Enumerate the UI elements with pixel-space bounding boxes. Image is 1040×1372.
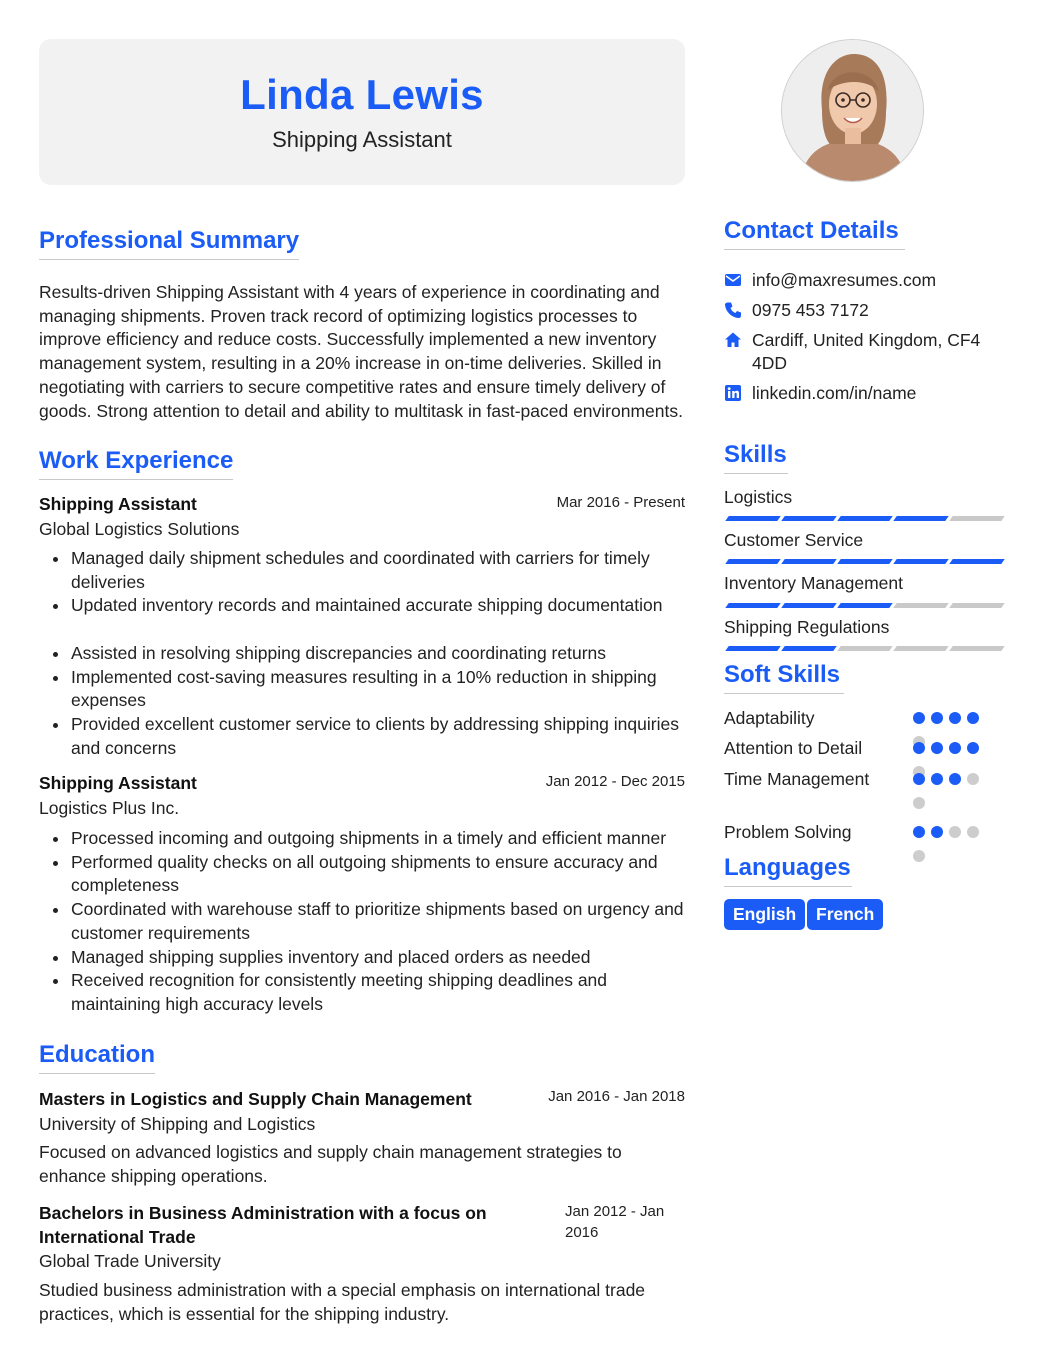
degree-title: Masters in Logistics and Supply Chain Management: [39, 1089, 472, 1109]
avatar-illustration: [782, 40, 924, 182]
phone-text: 0975 453 7172: [752, 300, 869, 320]
soft-skill-name: Attention to Detail: [724, 738, 863, 758]
skill-level-segment: [781, 603, 837, 608]
rating-dot: [967, 826, 979, 838]
list-item: Coordinated with warehouse staff to prioritize shipments based on urgency and customer requirements: [39, 898, 685, 945]
candidate-name: Linda Lewis: [240, 71, 484, 118]
address-text: Cardiff, United Kingdom, CF4 4DD: [752, 330, 981, 373]
rating-dot: [931, 773, 943, 785]
skill-level-segment: [781, 646, 837, 651]
rating-dot: [913, 773, 925, 785]
skill-level-segment: [949, 646, 1005, 651]
list-item: Received recognition for consistently meeting shipping deadlines and maintaining high accuracy levels: [39, 969, 685, 1016]
school-name: Global Trade University: [39, 1251, 221, 1271]
phone-icon: [724, 301, 742, 319]
skill-level-segment: [781, 516, 837, 521]
summary-text: Results-driven Shipping Assistant with 4 years of experience in coordinating and managing shipments. Proven track record of optimizing logistics processes to improve efficiency and reduce costs. Successfully implemented a new inventory management system, resulting in a 20% increase in on-time deliveries. Skilled in negotiating with carriers to secure competitive rates and ensure timely delivery of goods. Strong attention to detail and ability to multitask in fast-paced environments.: [39, 282, 683, 421]
soft-skill-name: Adaptability: [724, 708, 815, 728]
education-entry: [39, 1201, 685, 1277]
list-item: Updated inventory records and maintained accurate shipping documentation: [39, 594, 685, 618]
skill-level-segment: [949, 516, 1005, 521]
section-title-skills: Skills: [724, 441, 788, 474]
list-item: Provided excellent customer service to clients by addressing shipping inquiries and concerns: [39, 713, 685, 760]
job-dates: Mar 2016 - Present: [556, 494, 685, 511]
section-title-soft-skills: Soft Skills: [724, 661, 844, 694]
skill-name: Customer Service: [724, 530, 864, 550]
skill-level-segment: [949, 603, 1005, 608]
job-entry: [39, 773, 685, 823]
skill-level-segment: [837, 559, 893, 564]
rating-dot: [949, 742, 961, 754]
skill-level-segment: [893, 646, 949, 651]
skill-level-segment: [725, 603, 781, 608]
rating-dot: [931, 826, 943, 838]
skill-level-segment: [893, 603, 949, 608]
list-item: Managed daily shipment schedules and coordinated with carriers for timely deliveries: [39, 547, 685, 594]
skill-level-segment: [949, 559, 1005, 564]
job-title: Shipping Assistant: [39, 494, 197, 514]
contact-address: [724, 329, 1004, 377]
skill-name: Shipping Regulations: [724, 617, 890, 637]
rating-dot: [913, 797, 925, 809]
job-bullets: [39, 547, 685, 760]
job-title: Shipping Assistant: [39, 773, 197, 793]
list-item: Processed incoming and outgoing shipments in a timely and efficient manner: [39, 827, 685, 851]
job-dates: Jan 2012 - Dec 2015: [545, 773, 685, 790]
skill-name: Inventory Management: [724, 573, 903, 593]
section-title-summary: Professional Summary: [39, 227, 299, 260]
job-bullets: [39, 827, 685, 1017]
language-pill: English: [724, 899, 805, 930]
skill-level-segment: [725, 559, 781, 564]
contact-email: [724, 269, 1004, 293]
contact-linkedin: [724, 382, 1004, 406]
skill-level-segment: [893, 516, 949, 521]
skill-level-segment: [837, 603, 893, 608]
skill-level-segment: [725, 646, 781, 651]
soft-skill-name: Time Management: [724, 769, 870, 789]
skill-level-segment: [893, 559, 949, 564]
rating-dot: [949, 712, 961, 724]
language-pill: French: [807, 899, 883, 930]
home-icon: [724, 331, 742, 349]
job-company: Global Logistics Solutions: [39, 519, 240, 539]
skill-level-segment: [725, 516, 781, 521]
education-description: Studied business administration with a special emphasis on international trade practices, which is essential for the shipping industry.: [39, 1280, 646, 1324]
job-entry: [39, 494, 685, 544]
section-title-education: Education: [39, 1041, 155, 1074]
contact-phone: [724, 299, 1004, 323]
header-card: [39, 39, 685, 185]
rating-dot: [931, 712, 943, 724]
list-item: Performed quality checks on all outgoing shipments to ensure accuracy and completeness: [39, 851, 685, 898]
list-item: Managed shipping supplies inventory and placed orders as needed: [39, 946, 685, 970]
rating-dot: [967, 742, 979, 754]
degree-title: Bachelors in Business Administration with a focus on International Trade: [39, 1203, 487, 1247]
soft-skill-name: Problem Solving: [724, 822, 852, 842]
skill-name: Logistics: [724, 487, 793, 507]
skill-level-segment: [781, 559, 837, 564]
email-icon: [724, 271, 742, 289]
candidate-title: Shipping Assistant: [272, 127, 452, 152]
list-item: Assisted in resolving shipping discrepancies and coordinating returns: [39, 642, 685, 666]
education-dates: Jan 2016 - Jan 2018: [548, 1088, 685, 1105]
linkedin-icon: [724, 384, 742, 402]
profile-photo: [781, 39, 924, 182]
job-company: Logistics Plus Inc.: [39, 798, 180, 818]
linkedin-text: linkedin.com/in/name: [752, 383, 917, 403]
rating-dot: [949, 826, 961, 838]
rating-dot: [931, 742, 943, 754]
education-dates: Jan 2012 - Jan 2016: [565, 1203, 665, 1241]
education-entry: [39, 1089, 685, 1139]
rating-dot: [913, 850, 925, 862]
section-title-languages: Languages: [724, 854, 852, 887]
list-item: Implemented cost-saving measures resulting in a 10% reduction in shipping expenses: [39, 666, 685, 713]
rating-dot: [949, 773, 961, 785]
rating-dot: [913, 826, 925, 838]
skill-level-segment: [837, 516, 893, 521]
section-title-contact: Contact Details: [724, 217, 905, 250]
school-name: University of Shipping and Logistics: [39, 1114, 316, 1134]
rating-dot: [967, 773, 979, 785]
rating-dot: [913, 712, 925, 724]
skill-level-segment: [837, 646, 893, 651]
email-text: info@maxresumes.com: [752, 270, 937, 290]
rating-dot: [913, 742, 925, 754]
section-title-experience: Work Experience: [39, 447, 233, 480]
education-description: Focused on advanced logistics and supply chain management strategies to enhance shipping operations.: [39, 1142, 622, 1186]
rating-dot: [967, 712, 979, 724]
